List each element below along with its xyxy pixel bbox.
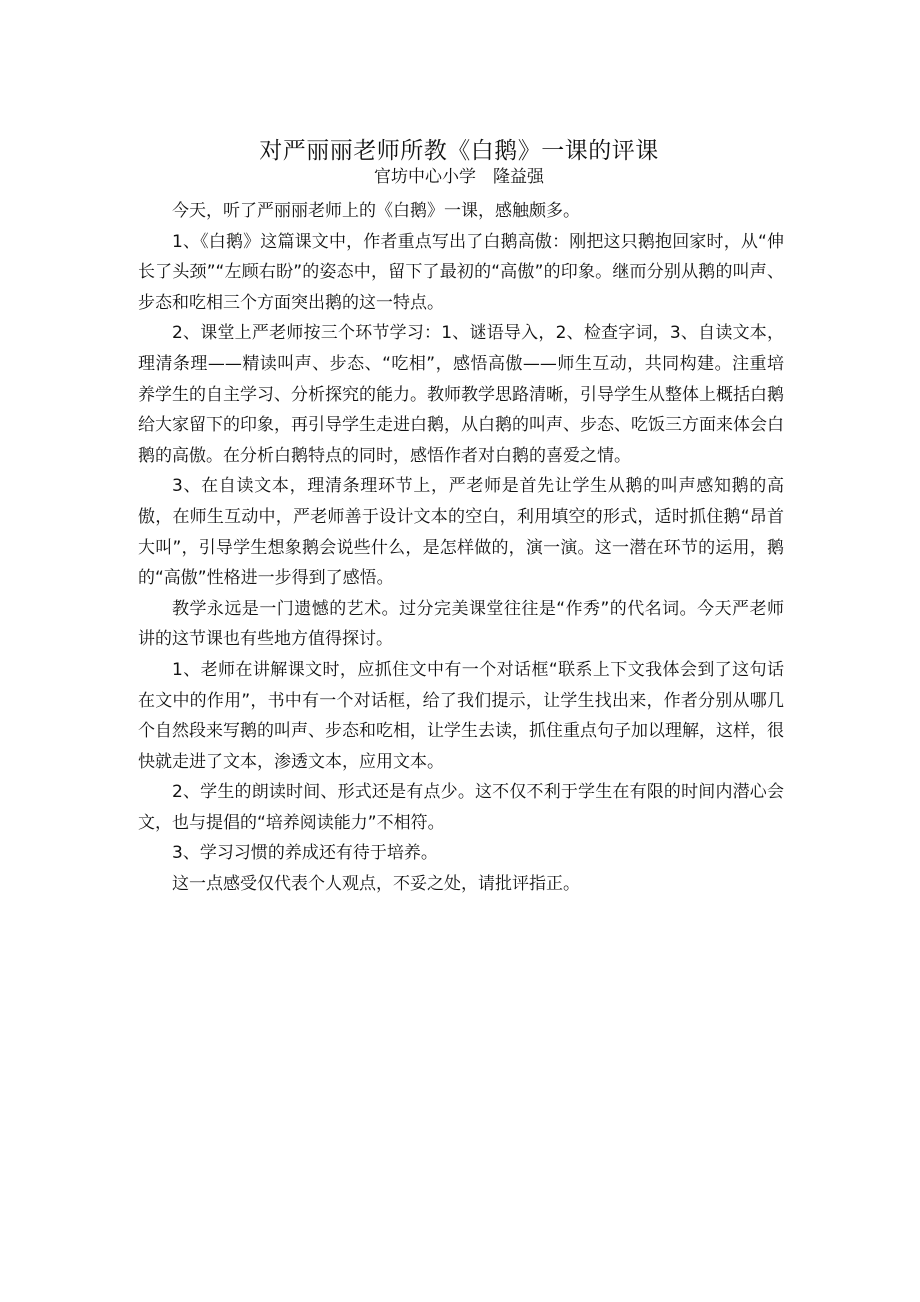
paragraph-transition: 教学永远是一门遗憾的艺术。过分完美课堂往往是“作秀”的代名词。今天严老师讲的这节课也有些地方值得探讨。 <box>138 598 784 650</box>
paragraph-intro: 今天，听了严丽丽老师上的《白鹅》一课，感触颇多。 <box>172 201 580 221</box>
paragraph-suggestion-2: 2、学生的朗读时间、形式还是有点少。这不仅不利于学生在有限的时间内潜心会文，也与提倡的“培养阅读能力”不相符。 <box>138 782 784 833</box>
document-body <box>138 196 784 900</box>
paragraph-suggestion-3: 3、学习习惯的养成还有待于培养。 <box>172 843 438 864</box>
paragraph-closing: 这一点感受仅代表个人观点，不妥之处，请批评指正。 <box>172 874 580 895</box>
paragraph-point-1: 1、《白鹅》这篇课文中，作者重点写出了白鹅高傲：刚把这只鹅抱回家时，从“伸长了头颈”“左顾右盼”的姿态中，留下了最初的“高傲”的印象。继而分别从鹅的叫声、步态和吃相三个方面突出鹅的这一特点。 <box>138 231 784 313</box>
paragraph-point-3: 3、在自读文本，理清条理环节上，严老师是首先让学生从鹅的叫声感知鹅的高傲，在师生互动中，严老师善于设计文本的空白，利用填空的形式，适时抓住鹅“昂首大叫”，引导学生想象鹅会说些什么，是怎样做的，演一演。这一潜在环节的运用，鹅的“高傲”性格进一步得到了感悟。 <box>138 476 784 589</box>
paragraph-suggestion-1: 1、老师在讲解课文时，应抓住文中有一个对话框“联系上下文我体会到了这句话在文中的作用”，书中有一个对话框，给了我们提示，让学生找出来，作者分别从哪几个自然段来写鹅的叫声、步态和吃相，让学生去读，抓住重点句子加以理解，这样，很快就走进了文本，渗透文本，应用文本。 <box>138 659 784 772</box>
author-line: 官坊中心小学 隆益强 <box>374 167 544 187</box>
paragraph-point-2: 2、课堂上严老师按三个环节学习：1、谜语导入，2、检查字词，3、自读文本，理清条理——精读叫声、步态、“吃相”，感悟高傲——师生互动，共同构建。注重培养学生的自主学习、分析探究的能力。教师教学思路清晰，引导学生从整体上概括白鹅给大家留下的印象，再引导学生走进白鹅，从白鹅的叫声、步态、吃饭三方面来体会白鹅的高傲。在分析白鹅特点的同时，感悟作者对白鹅的喜爱之情。 <box>138 323 784 466</box>
document-title: 对严丽丽老师所教《白鹅》一课的评课 <box>259 138 659 165</box>
